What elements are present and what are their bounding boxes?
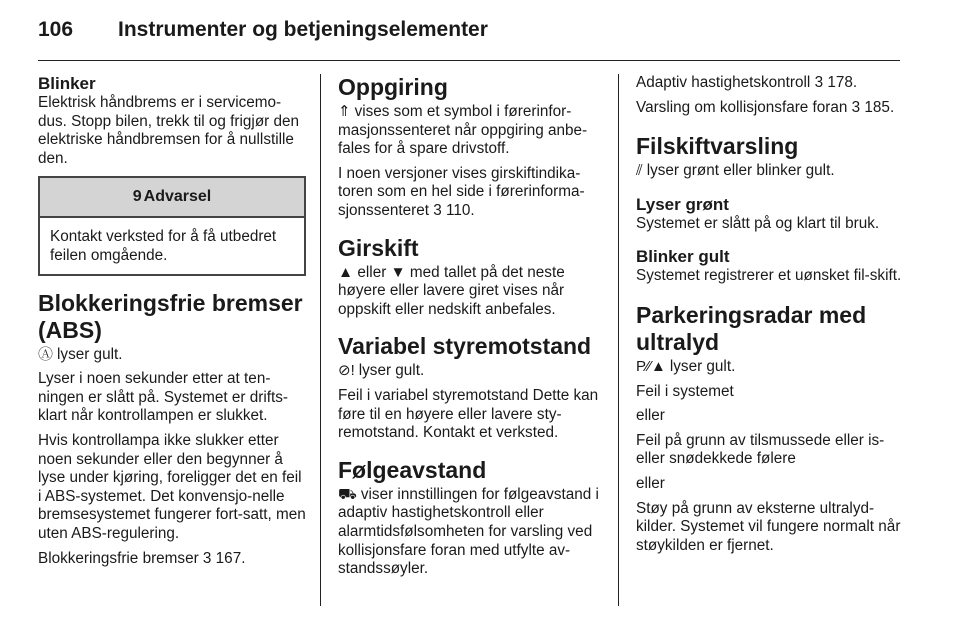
following-heading: Følgeavstand [338,456,487,483]
abs-paragraph-2: Hvis kontrollampa ikke slukker etter noen sekunder eller den begynner å lyse under kjøring, foreligger det en feil i ABS-systemet. Det konvensjo-nelle bremsesystemet fungerer fort-satt, men uten ABS-regulering. [38,431,306,542]
vehicle-ahead-icon: ⛟ [338,485,357,503]
yellow-heading: Blinker gult [636,247,730,267]
steering-paragraph: Feil i variabel styremotstand Dette kan føre til en høyere eller lavere sty-remotstand. Kontakt et verksted. [338,386,599,442]
abs-status-line [38,346,306,365]
warning-body [40,218,304,273]
lane-status-line [636,162,904,181]
green-text: Systemet er slått på og klart til bruk. [636,214,880,232]
column-right [636,74,904,561]
blinker-text: Elektrisk håndbrems er i servicemo-dus. Stopp bilen, trekk til og frigjør den elektriske håndbremsen for å nullstille den. [38,94,300,167]
steering-heading: Variabel styremotstand [338,333,592,360]
page-header [38,18,900,46]
parking-heading: Parkeringsradar med ultralyd [636,301,867,355]
upshift-paragraph-2: I noen versjoner vises girskiftindika-toren som en hel side i førerinforma-sjonssenteret 3 110. [338,164,585,219]
upshift-text: vises som et symbol i førerinfor-masjonssenteret når oppgiring anbe-fales for å spare drivstoff. [338,103,588,158]
header-divider [38,60,900,61]
upshift-heading: Oppgiring [338,74,448,100]
column-middle [338,74,603,585]
lane-heading: Filskiftvarsling [636,133,799,160]
parking-paragraph-2: Feil på grunn av tilsmussede eller is- eller snødekkede følere [636,431,885,468]
parking-status-line [636,358,904,377]
parking-status: lyser gult. [669,357,736,375]
warning-triangle-icon: 9 [132,188,142,206]
column-divider-right [618,74,619,606]
abs-reference: Blokkeringsfrie bremser 3 167. [38,549,246,567]
steering-warning-icon: ⊘! [338,362,355,380]
column-left [38,74,306,574]
following-text: viser innstillingen for følgeavstand i adaptiv hastighetskontroll eller alarmtidsfølsomheten for varsling ved kollisjonsfare foran med utfylte av-standssøyler. [338,485,599,578]
acc-reference: Adaptiv hastighetskontroll 3 178. [636,74,858,91]
abs-status: lyser gult. [57,345,123,363]
upshift-paragraph-1 [338,103,603,159]
gearshift-text: ▲ eller ▼ med tallet på det neste høyere eller lavere giret vises når oppskift eller nedskift anbefales. [338,263,565,318]
parking-sensor-icon: P⁄⁄▲ [636,357,666,375]
column-divider-left [320,74,321,606]
abs-warning-icon: Ⓐ [38,345,54,363]
upshift-icon: ⇑ [338,103,351,120]
steering-status: lyser gult. [358,362,425,380]
lane-change-icon: ⫽ [636,162,643,180]
warning-text: Kontakt verksted for å få utbedret feilen omgående. [50,228,277,264]
lane-status: lyser grønt eller blinker gult. [646,162,835,180]
parking-paragraph-3: Støy på grunn av eksterne ultralyd-kilder. Systemet vil fungere normalt når støykilden er fjernet. [636,499,901,554]
warning-header [40,178,304,218]
green-heading: Lyser grønt [636,194,729,214]
steering-status-line [338,362,603,381]
warning-title: Advarsel [143,188,212,206]
parking-or-2: eller [636,474,665,492]
abs-paragraph-1: Lyser i noen sekunder etter at ten-ningen er slått på. Systemet er drifts-klart når kontrollampen er slukket. [38,370,288,425]
page-number: 106 [38,18,74,41]
gearshift-heading: Girskift [338,234,419,261]
warning-box [38,176,306,275]
abs-heading: Blokkeringsfrie bremser (ABS) [38,289,303,343]
parking-or-1: eller [636,407,665,425]
following-paragraph [338,486,603,579]
page-title: Instrumenter og betjeningselementer [118,18,488,41]
parking-paragraph-1: Feil i systemet [636,382,734,400]
yellow-text: Systemet registrerer et uønsket fil-skift. [636,267,902,285]
blinker-heading: Blinker [38,74,96,93]
collision-reference: Varsling om kollisjonsfare foran 3 185. [636,98,895,116]
